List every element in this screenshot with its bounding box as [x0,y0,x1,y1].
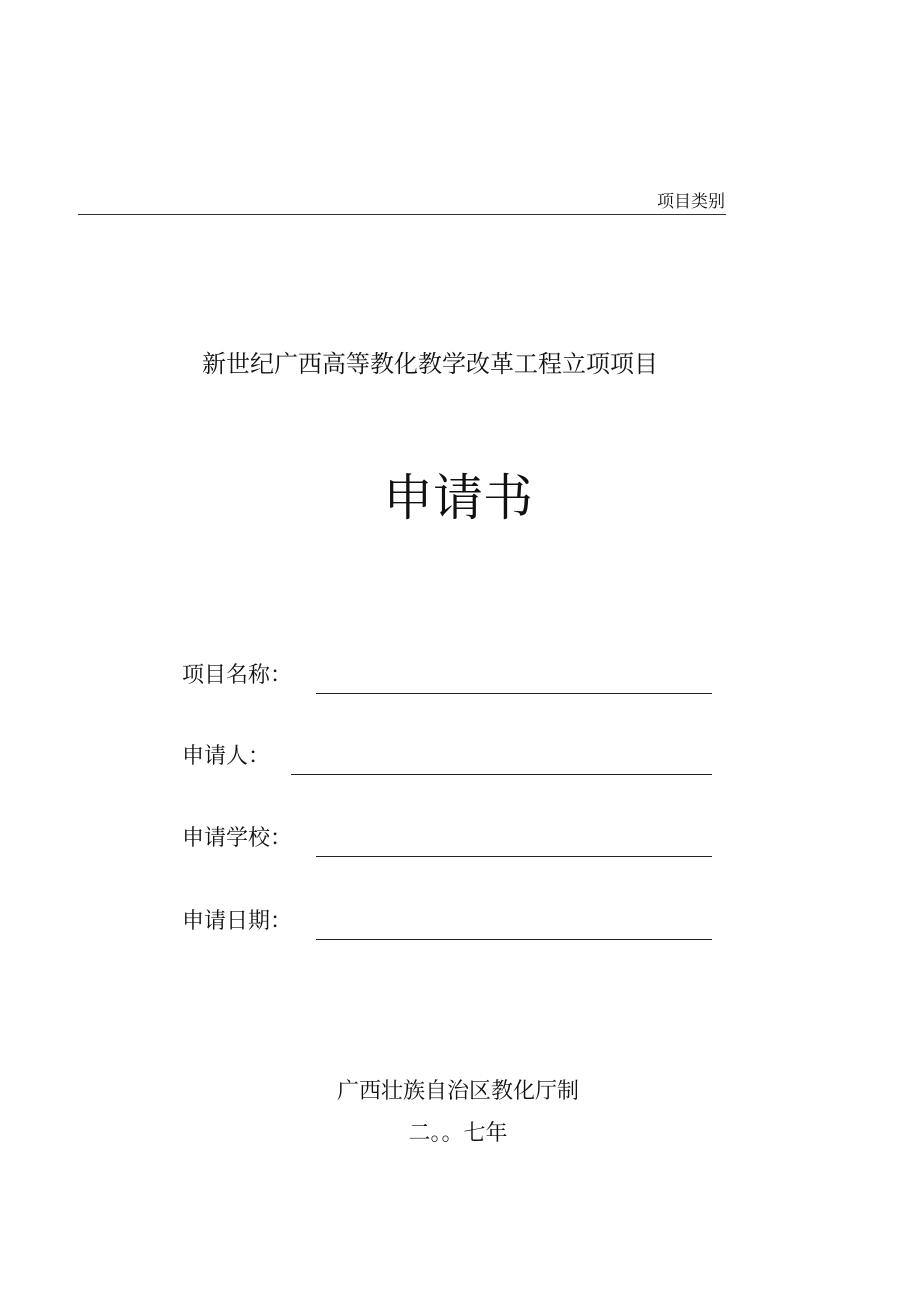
project-category-label: 项目类别 [657,192,725,212]
applicant-school-field[interactable] [182,823,712,857]
year-text: 二。。七年 [408,1121,508,1146]
applicant-input-line[interactable] [291,774,712,775]
applicant-field[interactable] [182,741,712,775]
applicant-label: 申请人： [182,744,271,769]
application-date-input-line[interactable] [316,939,712,940]
applicant-school-label: 申请学校： [182,826,293,851]
document-title: 申请书 [383,469,533,527]
application-date-label: 申请日期： [182,909,293,934]
application-date-field[interactable] [182,906,712,940]
issuer-text: 广西壮族自治区教化厅制 [336,1079,579,1104]
project-name-input-line[interactable] [316,693,712,694]
project-title: 新世纪广西高等教化教学改革工程立项项目 [202,350,658,378]
project-name-label: 项目名称： [182,663,293,688]
category-underline [78,214,726,215]
project-name-field[interactable] [182,660,712,694]
applicant-school-input-line[interactable] [316,856,712,857]
